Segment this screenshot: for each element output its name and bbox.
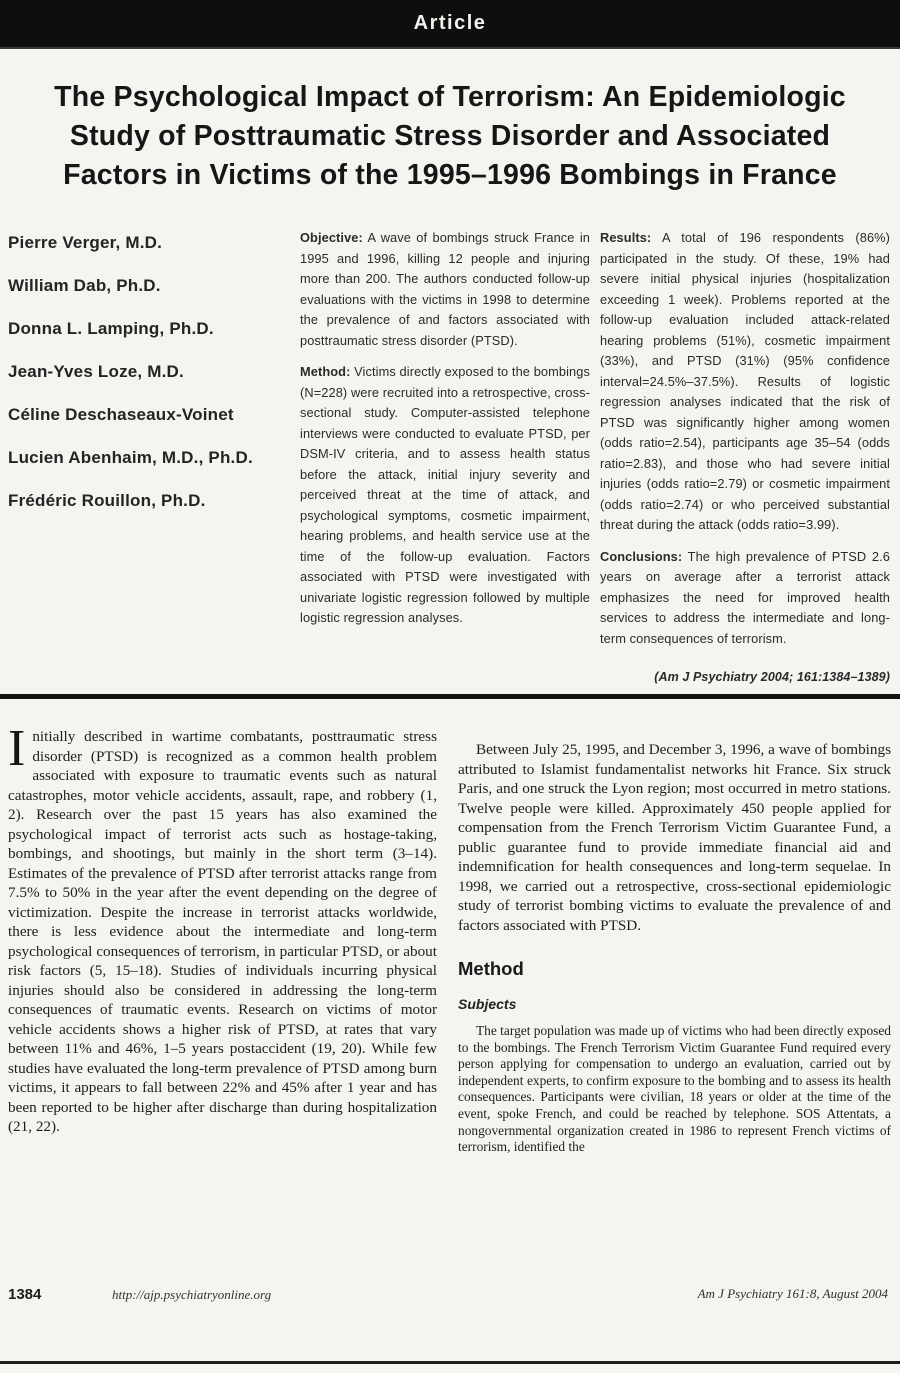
subjects-subheading: Subjects: [458, 995, 517, 1012]
abstract-column-left: [300, 228, 590, 640]
footer-url: http://ajp.psychiatryonline.org: [112, 1287, 272, 1302]
abstract-conclusions-text: The high prevalence of PTSD 2.6 years on average after a terrorist attack emphasizes the need for improved health services to address the intermediate and long-term consequences of terrorism.: [600, 548, 890, 646]
title-line-1: The Psychological Impact of Terrorism: An Epidemiologic: [54, 81, 846, 113]
abstract-method: [300, 362, 590, 629]
abstract-method-label: Method:: [300, 364, 351, 379]
journal-citation: (Am J Psychiatry 2004; 161:1384–1389): [654, 670, 890, 684]
abstract-objective-label: Objective:: [300, 230, 363, 245]
title-line-2: Study of Posttraumatic Stress Disorder and Associated: [69, 120, 831, 152]
body-column-right: [458, 740, 891, 1156]
abstract-conclusions-label: Conclusions:: [600, 548, 683, 564]
banner-label: Article: [413, 12, 487, 34]
author-name: Frédéric Rouillon, Ph.D.: [8, 491, 206, 510]
title-line-3: Factors in Victims of the 1995–1996 Bombings in France: [63, 159, 837, 191]
author-name: Lucien Abenhaim, M.D., Ph.D.: [8, 448, 253, 467]
context-paragraph: Between July 25, 1995, and December 3, 1996, a wave of bombings attributed to Islamist fundamentalist networks hit France. Six struck Paris, and one struck the Lyon region; most occurred in metro stations. Twelve people were killed. Approximately 450 people applied for compensation from the French Terrorism Victim Guarantee Fund, a public guarantee fund to provide immediate financial aid and indemnification for health consequences and long-term sequelae. In 1998, we carried out a retrospective, cross-sectional epidemiologic study of terrorist bombing victims to evaluate the prevalence of and factors associated with PTSD.: [458, 741, 891, 934]
footer-journal-ref: Am J Psychiatry 161:8, August 2004: [697, 1286, 888, 1301]
abstract-column-right: [600, 228, 890, 688]
abstract-objective-text: A wave of bombings struck France in 1995 and 1996, killing 12 people and injuring more than 200. The authors conducted follow-up evaluations with the victims in 1998 to determine the prevalence of and factors associated with posttraumatic stress disorder (PTSD).: [300, 230, 590, 348]
method-section-heading: Method: [458, 958, 524, 979]
abstract-method-text: Victims directly exposed to the bombings (N=228) were recruited into a retrospective, cross-sectional study. Computer-assisted telephone interviews were conducted to evaluate PTSD, per DSM-IV criteria, and to assess health status before the attack, initial injury severity and perceived threat at the time of attack, and psychological symptoms, cosmetic impairment, hearing problems, and health service use at the time of the follow-up evaluation. Factors associated with PTSD were investigated with univariate logistic regression followed by multiple logistic regression analyses.: [300, 364, 590, 625]
abstract-results-label: Results:: [600, 230, 652, 245]
subjects-paragraph: The target population was made up of victims who had been directly exposed to the bombings. The French Terrorism Victim Guarantee Fund required every person applying for compensation to undergo an evaluation, carried out by independent experts, to confirm exposure to the bombing and to assess its health consequences. Participants were civilian, 18 years or older at the time of the event, spoke French, and could be reached by telephone. SOS Attentats, a nongovernmental organization created in 1986 to represent French victims of terrorism, identified the: [458, 1023, 891, 1155]
author-list: [8, 233, 288, 534]
page-number: 1384: [8, 1286, 42, 1303]
body-column-left: [8, 720, 437, 1137]
article-banner: [0, 0, 900, 49]
author-name: Donna L. Lamping, Ph.D.: [8, 319, 214, 338]
bottom-page-rule: [0, 1361, 900, 1364]
abstract-results: [600, 228, 890, 536]
abstract-objective: [300, 228, 590, 351]
abstract-conclusions: [600, 547, 890, 650]
author-name: Jean-Yves Loze, M.D.: [8, 362, 184, 381]
abstract-divider-rule: [0, 694, 900, 699]
author-name: William Dab, Ph.D.: [8, 276, 161, 295]
intro-paragraph: [8, 720, 437, 1137]
article-title: [0, 78, 900, 195]
author-name: Pierre Verger, M.D.: [8, 233, 163, 252]
abstract-results-text: A total of 196 respondents (86%) participated in the study. Of these, 19% had severe initial physical injuries (hospitalization exceeding 1 week). Problems reported at the follow-up evaluation included attack-related hearing problems (51%), cosmetic impairment (33%), and PTSD (31%) (95% confidence interval=24.5%–37.5%). Results of logistic regression analyses indicated that the risk of PTSD was significantly higher among women (odds ratio=2.54), participants age 35–54 (odds ratio=2.83), and those who had severe initial injuries (odds ratio=2.79) or cosmetic impairment (odds ratio=2.74) or who perceived substantial threat during the attack (odds ratio=3.99).: [600, 230, 891, 532]
intro-paragraph-text: nitially described in wartime combatants, posttraumatic stress disorder (PTSD) is recognized as a common health problem associated with exposure to traumatic events such as natural catastrophes, motor vehicle accidents, assault, rape, and robbery (1, 2). Research over the past 15 years has also examined the psychological impact of terrorist acts such as hostage-taking, bombings, and shootings, but mainly in the short term (3–14). Estimates of the prevalence of PTSD after terrorist attacks range from 7.5% to 50% in the year after the event depending on the degree of victimization. Despite the increase in terrorist attacks worldwide, there is less evidence about the intermediate and long-term psychological consequences of terrorism, in particular PTSD, or about risk factors (5, 15–18). Studies of individuals incurring physical injuries should also be considered in addressing the long-term consequences of traumatic events. Research on victims of motor vehicle accidents shows a higher risk of PTSD, at rates that vary between 11% and 46%, 1–5 years postaccident (19, 20). While few studies have evaluated the long-term prevalence of PTSD among burn victims, it appears to fall between 22% and 45% after 1 year and has been reported to be higher after discharge than during hospitalization (21, 22).: [8, 728, 437, 1135]
dropcap-initial: I: [8, 720, 26, 777]
author-name: Céline Deschaseaux-Voinet: [8, 405, 234, 424]
